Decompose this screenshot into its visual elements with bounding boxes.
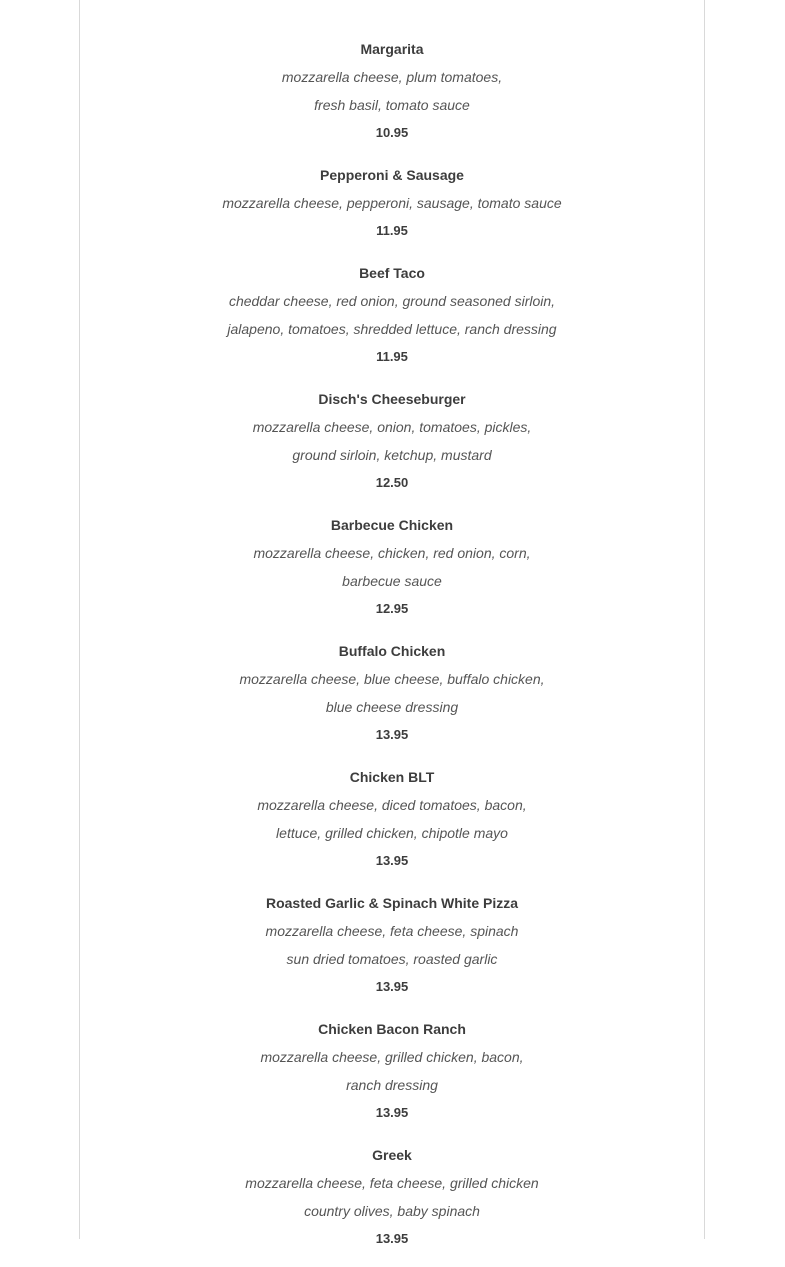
menu-item — [80, 259, 704, 371]
menu-item-name: Beef Taco — [359, 265, 425, 281]
menu-item — [80, 637, 704, 749]
menu-item-price: 11.95 — [376, 223, 408, 238]
menu-item-price: 13.95 — [375, 1231, 409, 1246]
menu-item-description: mozzarella cheese, diced tomatoes, bacon, — [257, 797, 527, 813]
menu-item-description: ground sirloin, ketchup, mustard — [292, 447, 492, 463]
menu-item-description: ranch dressing — [346, 1077, 438, 1093]
menu-item-name: Roasted Garlic & Spinach White Pizza — [265, 895, 519, 911]
menu-item-name: Pepperoni & Sausage — [320, 167, 464, 183]
menu-item — [80, 385, 704, 497]
menu-item-description: mozzarella cheese, feta cheese, grilled chicken — [245, 1175, 539, 1191]
menu-item-description: mozzarella cheese, onion, tomatoes, pickles, — [252, 419, 532, 435]
menu-item — [80, 889, 704, 1001]
menu-item — [80, 511, 704, 623]
menu-panel — [79, 0, 705, 1246]
menu-item-description: mozzarella cheese, chicken, red onion, corn, — [253, 545, 531, 561]
menu-item-price: 12.95 — [375, 601, 409, 616]
menu-item-description: mozzarella cheese, grilled chicken, bacon, — [260, 1049, 524, 1065]
menu-item-name: Chicken Bacon Ranch — [318, 1021, 466, 1037]
menu-item-price: 13.95 — [375, 979, 409, 994]
menu-item-name: Disch's Cheeseburger — [318, 391, 466, 407]
menu-item — [80, 1141, 704, 1253]
menu-item-description: mozzarella cheese, pepperoni, sausage, tomato sauce — [222, 195, 562, 211]
menu-item-price: 10.95 — [375, 125, 409, 140]
menu-item — [80, 161, 704, 245]
menu-item-description: fresh basil, tomato sauce — [314, 97, 470, 113]
menu-item-description: barbecue sauce — [342, 573, 442, 589]
menu-item-description: sun dried tomatoes, roasted garlic — [286, 951, 498, 967]
menu-item-description: cheddar cheese, red onion, ground seasoned sirloin, — [228, 293, 556, 309]
menu-item-description: country olives, baby spinach — [304, 1203, 480, 1219]
menu-item-name: Margarita — [360, 41, 424, 57]
menu-item-description: mozzarella cheese, feta cheese, spinach — [265, 923, 519, 939]
menu-item-description: lettuce, grilled chicken, chipotle mayo — [276, 825, 508, 841]
menu-item-price: 13.95 — [375, 853, 409, 868]
menu-item-price: 13.95 — [375, 1105, 409, 1120]
menu-item-price: 13.95 — [375, 727, 409, 742]
menu-item-name: Chicken BLT — [349, 769, 435, 785]
menu-item-price: 11.95 — [376, 349, 408, 364]
menu-item-description: blue cheese dressing — [325, 699, 459, 715]
menu-item — [80, 763, 704, 875]
menu-item-description: jalapeno, tomatoes, shredded lettuce, ranch dressing — [227, 321, 557, 337]
menu-item-price: 12.50 — [375, 475, 409, 490]
menu-item-description: mozzarella cheese, plum tomatoes, — [281, 69, 503, 85]
menu-item — [80, 35, 704, 147]
menu-item-name: Buffalo Chicken — [338, 643, 446, 659]
menu-item-name: Barbecue Chicken — [330, 517, 454, 533]
pizza-menu-list — [80, 35, 704, 1267]
menu-item-name: Greek — [372, 1147, 412, 1163]
menu-item-description: mozzarella cheese, blue cheese, buffalo chicken, — [239, 671, 545, 687]
menu-item — [80, 1015, 704, 1127]
